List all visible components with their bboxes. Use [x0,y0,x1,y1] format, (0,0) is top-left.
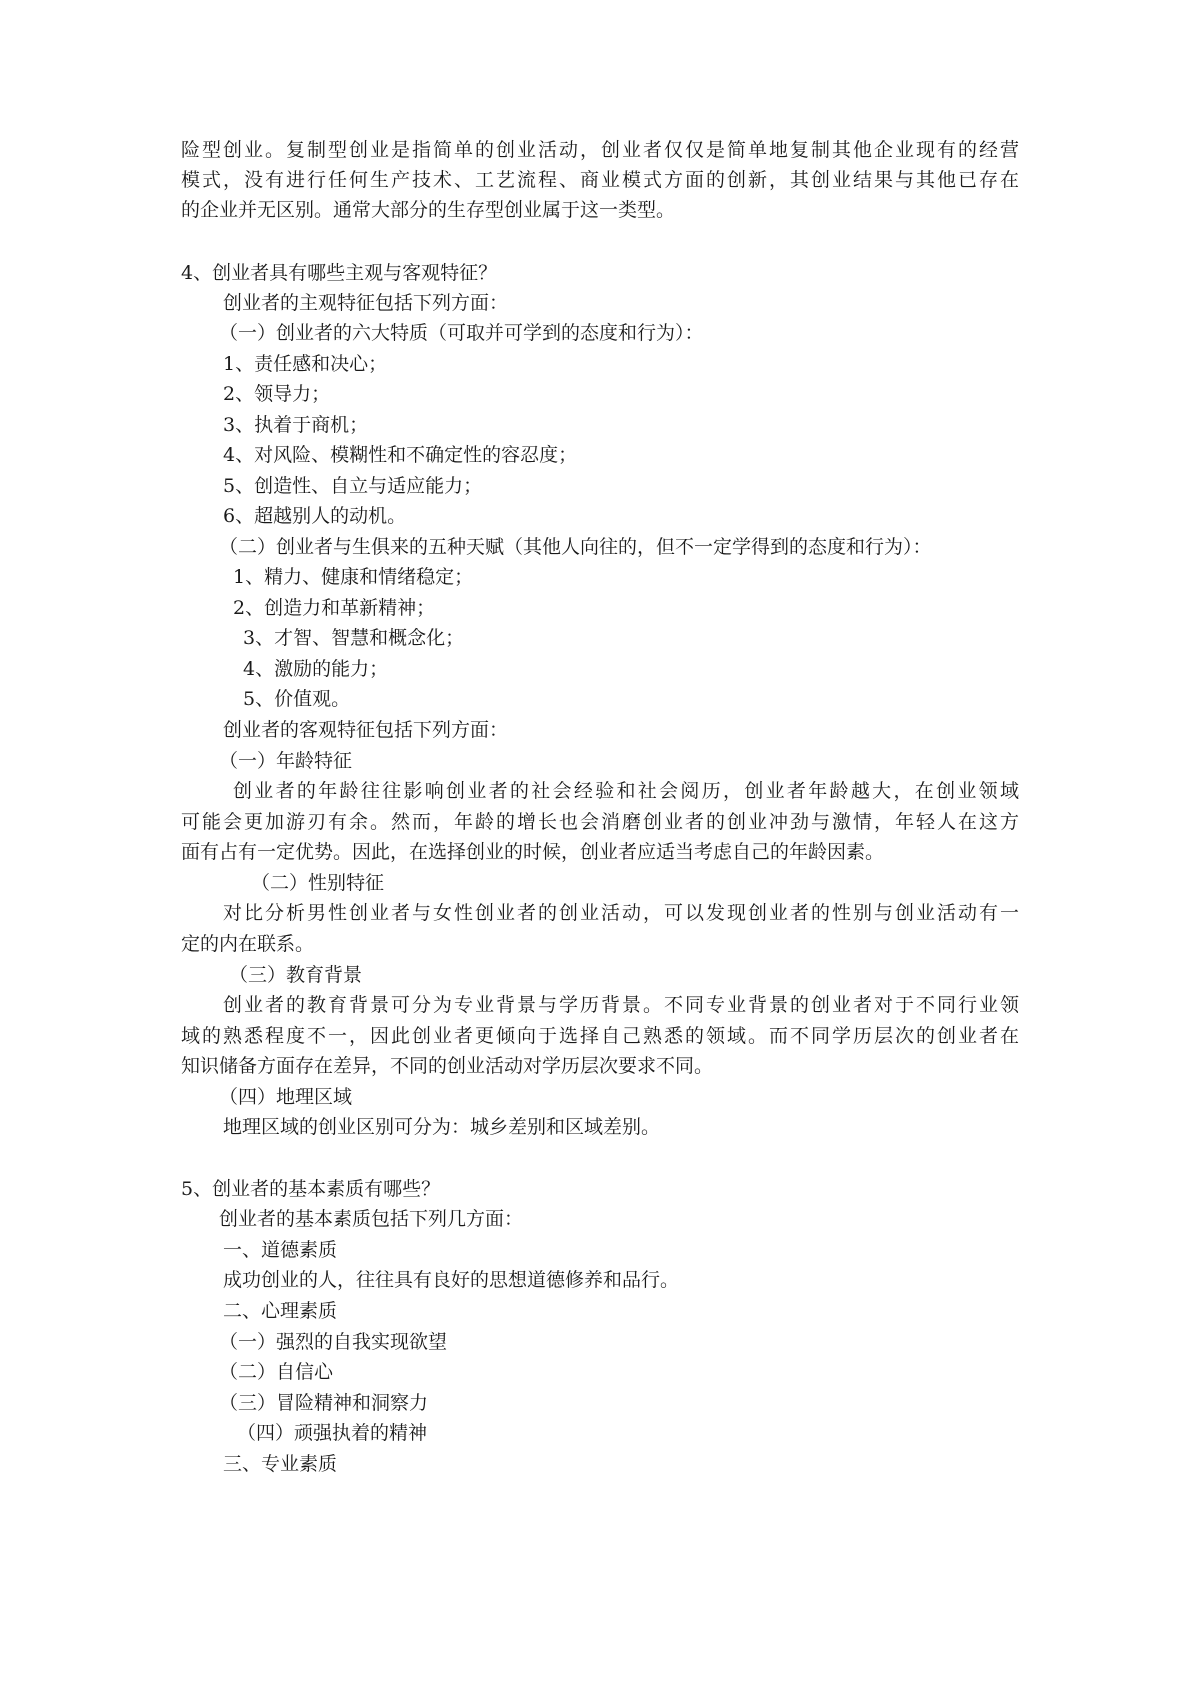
objective-intro: 创业者的客观特征包括下列方面： [223,719,509,741]
education-line: 知识储备方面存在差异，不同的创业活动对学历层次要求不同。 [181,1055,714,1077]
trait-item: 5、创造性、自立与适应能力； [223,475,483,497]
region-heading: （四）地理区域 [219,1086,353,1108]
trait-item: 2、领导力； [223,383,331,405]
trait-item: 4、对风险、模糊性和不确定性的容忍度； [223,444,578,466]
age-line: 创业者的年龄往往影响创业者的社会经验和社会阅历，创业者年龄越大，在创业领域 [233,780,1019,802]
gender-line: 定的内在联系。 [181,933,315,955]
psych-item: （四）顽强执着的精神 [237,1422,428,1444]
education-line: 创业者的教育背景可分为专业背景与学历背景。不同专业背景的创业者对于不同行业领 [223,994,1019,1016]
section-heading: 5、创业者的基本素质有哪些？ [181,1178,441,1200]
paragraph-line: 险型创业。复制型创业是指简单的创业活动，创业者仅仅是简单地复制其他企业现有的经营 [181,139,1019,161]
region-line: 地理区域的创业区别可分为：城乡差别和区域差别。 [223,1116,661,1138]
talent-item: 5、价值观。 [243,688,351,710]
age-line: 面有占有一定优势。因此，在选择创业的时候，创业者应适当考虑自己的年龄因素。 [181,841,885,863]
psych-item: （一）强烈的自我实现欲望 [219,1331,448,1353]
subjective-intro: 创业者的主观特征包括下列方面： [223,292,509,314]
education-line: 域的熟悉程度不一，因此创业者更倾向于选择自己熟悉的领域。而不同学历层次的创业者在 [181,1025,1019,1047]
talent-item: 1、精力、健康和情绪稳定； [233,566,474,588]
traits-heading: （一）创业者的六大特质（可取并可学到的态度和行为）： [219,322,704,344]
trait-item: 1、责任感和决心； [223,353,388,375]
paragraph-line: 模式，没有进行任何生产技术、工艺流程、商业模式方面的创新，其创业结果与其他已存在 [181,169,1019,191]
psych-item: （三）冒险精神和洞察力 [219,1392,429,1414]
basic-qualities-intro: 创业者的基本素质包括下列几方面： [219,1208,524,1230]
gender-heading: （二）性别特征 [251,872,385,894]
talents-heading: （二）创业者与生俱来的五种天赋（其他人向往的，但不一定学得到的态度和行为）： [219,536,932,558]
moral-heading: 一、道德素质 [223,1239,338,1261]
talent-item: 2、创造力和革新精神； [233,597,436,619]
age-line: 可能会更加游刃有余。然而，年龄的增长也会消磨创业者的创业冲劲与激情，年轻人在这方 [181,811,1019,833]
psych-item: （二）自信心 [219,1361,334,1383]
talent-item: 4、激励的能力； [243,658,389,680]
moral-text: 成功创业的人，往往具有良好的思想道德修养和品行。 [223,1269,680,1291]
paragraph-line: 的企业并无区别。通常大部分的生存型创业属于这一类型。 [181,199,676,221]
section-heading: 4、创业者具有哪些主观与客观特征？ [181,262,498,284]
gender-line: 对比分析男性创业者与女性创业者的创业活动，可以发现创业者的性别与创业活动有一 [223,902,1019,924]
professional-heading: 三、专业素质 [223,1453,338,1475]
age-heading: （一）年龄特征 [219,750,353,772]
education-heading: （三）教育背景 [229,964,363,986]
psych-heading: 二、心理素质 [223,1300,338,1322]
trait-item: 3、执着于商机； [223,414,369,436]
trait-item: 6、超越别人的动机。 [223,505,407,527]
talent-item: 3、才智、智慧和概念化； [243,627,465,649]
